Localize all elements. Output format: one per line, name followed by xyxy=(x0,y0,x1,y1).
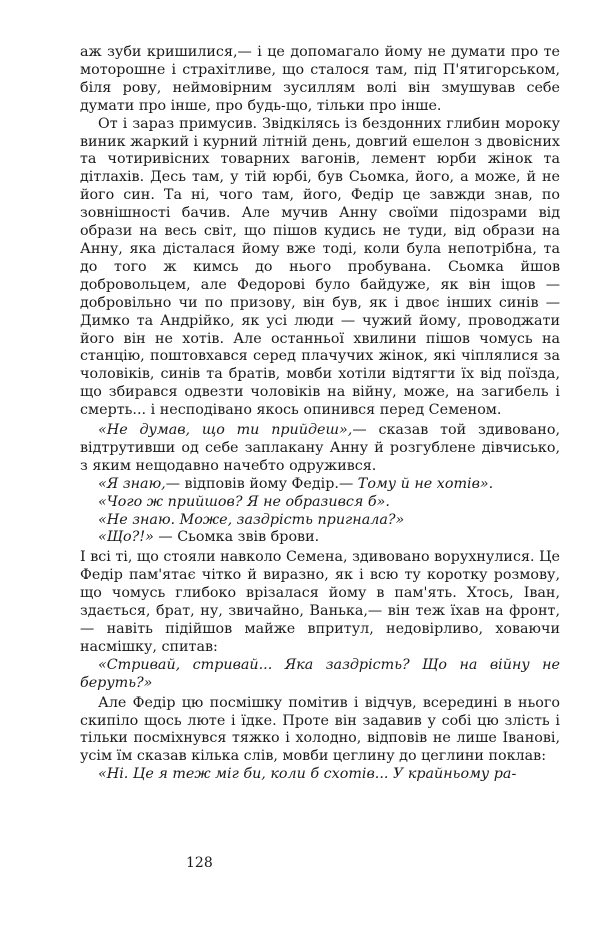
dialogue-line-7 xyxy=(80,766,560,784)
dialogue-line-4 xyxy=(80,512,560,530)
paragraph-2 xyxy=(80,116,560,420)
dialogue-line-1-text: — сказав той здивовано, відтрутивши од себе заплакану Анну й розгублене дівчисько, з яким нещодавно начебто одружився. xyxy=(80,422,560,474)
paragraph-2-text: От і зараз примусив. Звідкілясь із бездонних глибин мороку виник жаркий і курний літній день, довгий ешелон з двовісних та чотиривісних товарних вагонів, лемент юрби жінок та дітлахів. Десь там, у тій юрбі, був Сьомка, його, а може, й не його син. Та ні, чого там, його, Федір це завжди знав, по зовнішності бачив. Але мучив Анну своїми підозрами від образи на весь світ, що пішов кудись не туди, від образи на Анну, яка дісталася йому вже тоді, коли була непотрібна, та до того ж кимсь до нього пробувана. Сьомка йшов добровольцем, але Федорові було байдуже, як він іщов — добровільно чи по призову, він був, як і двоє інших синів — Димко та Андрійко, як усі люди — чужий йому, проводжати його він не хотів. Але останньої хвилини пішов чомусь на станцію, поштовхався серед плачучих жінок, які чіплялися за чоловіків, синів та братів, мовби хотіли відтягти їх від поїзда, що збирався одвезти чоловіків на війну, може, на загибель і смерть... і несподівано якось опинився перед Семеном. xyxy=(80,115,560,419)
dialogue-line-2-quote-end: Тому й не хотів». xyxy=(357,475,494,492)
paragraph-4 xyxy=(80,695,560,767)
page-body xyxy=(80,44,560,784)
dialogue-line-1 xyxy=(80,422,560,476)
page-number: 128 xyxy=(186,855,213,871)
dialogue-line-3-quote: «Чого ж прийшов? Я не образився б». xyxy=(98,493,390,510)
dialogue-line-6 xyxy=(80,657,560,693)
dialogue-line-5-quote: «Що?!» xyxy=(98,529,154,546)
dialogue-line-2 xyxy=(80,476,560,494)
dialogue-line-2-quote: «Я знаю, xyxy=(98,475,166,492)
dialogue-line-1-quote: «Не думав, що ти прийдеш», xyxy=(98,422,353,439)
dialogue-line-7-quote: «Ні. Це я теж міг би, коли б схотів... У крайньому ра- xyxy=(98,766,517,783)
dialogue-line-6-quote: «Стривай, стривай... Яка заздрість? Що на війну не беруть?» xyxy=(80,656,560,691)
dialogue-line-4-quote: «Не знаю. Може, заздрість пригнала?» xyxy=(98,511,405,528)
dialogue-line-5-text: — Сьомка звів брови. xyxy=(153,529,320,546)
paragraph-3 xyxy=(80,549,560,656)
dialogue-line-3 xyxy=(80,494,560,512)
paragraph-4-text: Але Федір цю посмішку помітив і відчув, всередині в нього скипіло щось люте і їдке. Проте він задавив у собі цю злість і тільки посміхнувся тяжко і холодно, відповів не лише Іванові, усім їм сказав кілька слів, мовби цеглину до цеглини поклав: xyxy=(80,694,560,765)
paragraph-1 xyxy=(80,44,560,116)
dialogue-line-5 xyxy=(80,529,560,547)
paragraph-3-text: І всі ті, що стояли навколо Семена, здивовано ворухнулися. Це Федір пам'ятає чітко й виразно, як і всю ту коротку розмову, що чомусь глибоко врізалася йому в пам'ять. Хтось, Іван, здається, брат, ну, звичайно, Ванька,— він теж їхав на фронт,— навіть підійшов майже впритул, недовірливо, ховаючи насмішку, спитав: xyxy=(80,549,560,655)
paragraph-1-text: аж зуби кришилися,— і це допомагало йому не думати про те моторошне і страхітливе, що сталося там, під П'ятигорськом, біля рову, неймовірним зусиллям волі він змушував себе думати про інше, про будь-що, тільки про інше. xyxy=(80,44,560,114)
dialogue-line-2-text: — відповів йому Федір.— xyxy=(165,475,358,492)
